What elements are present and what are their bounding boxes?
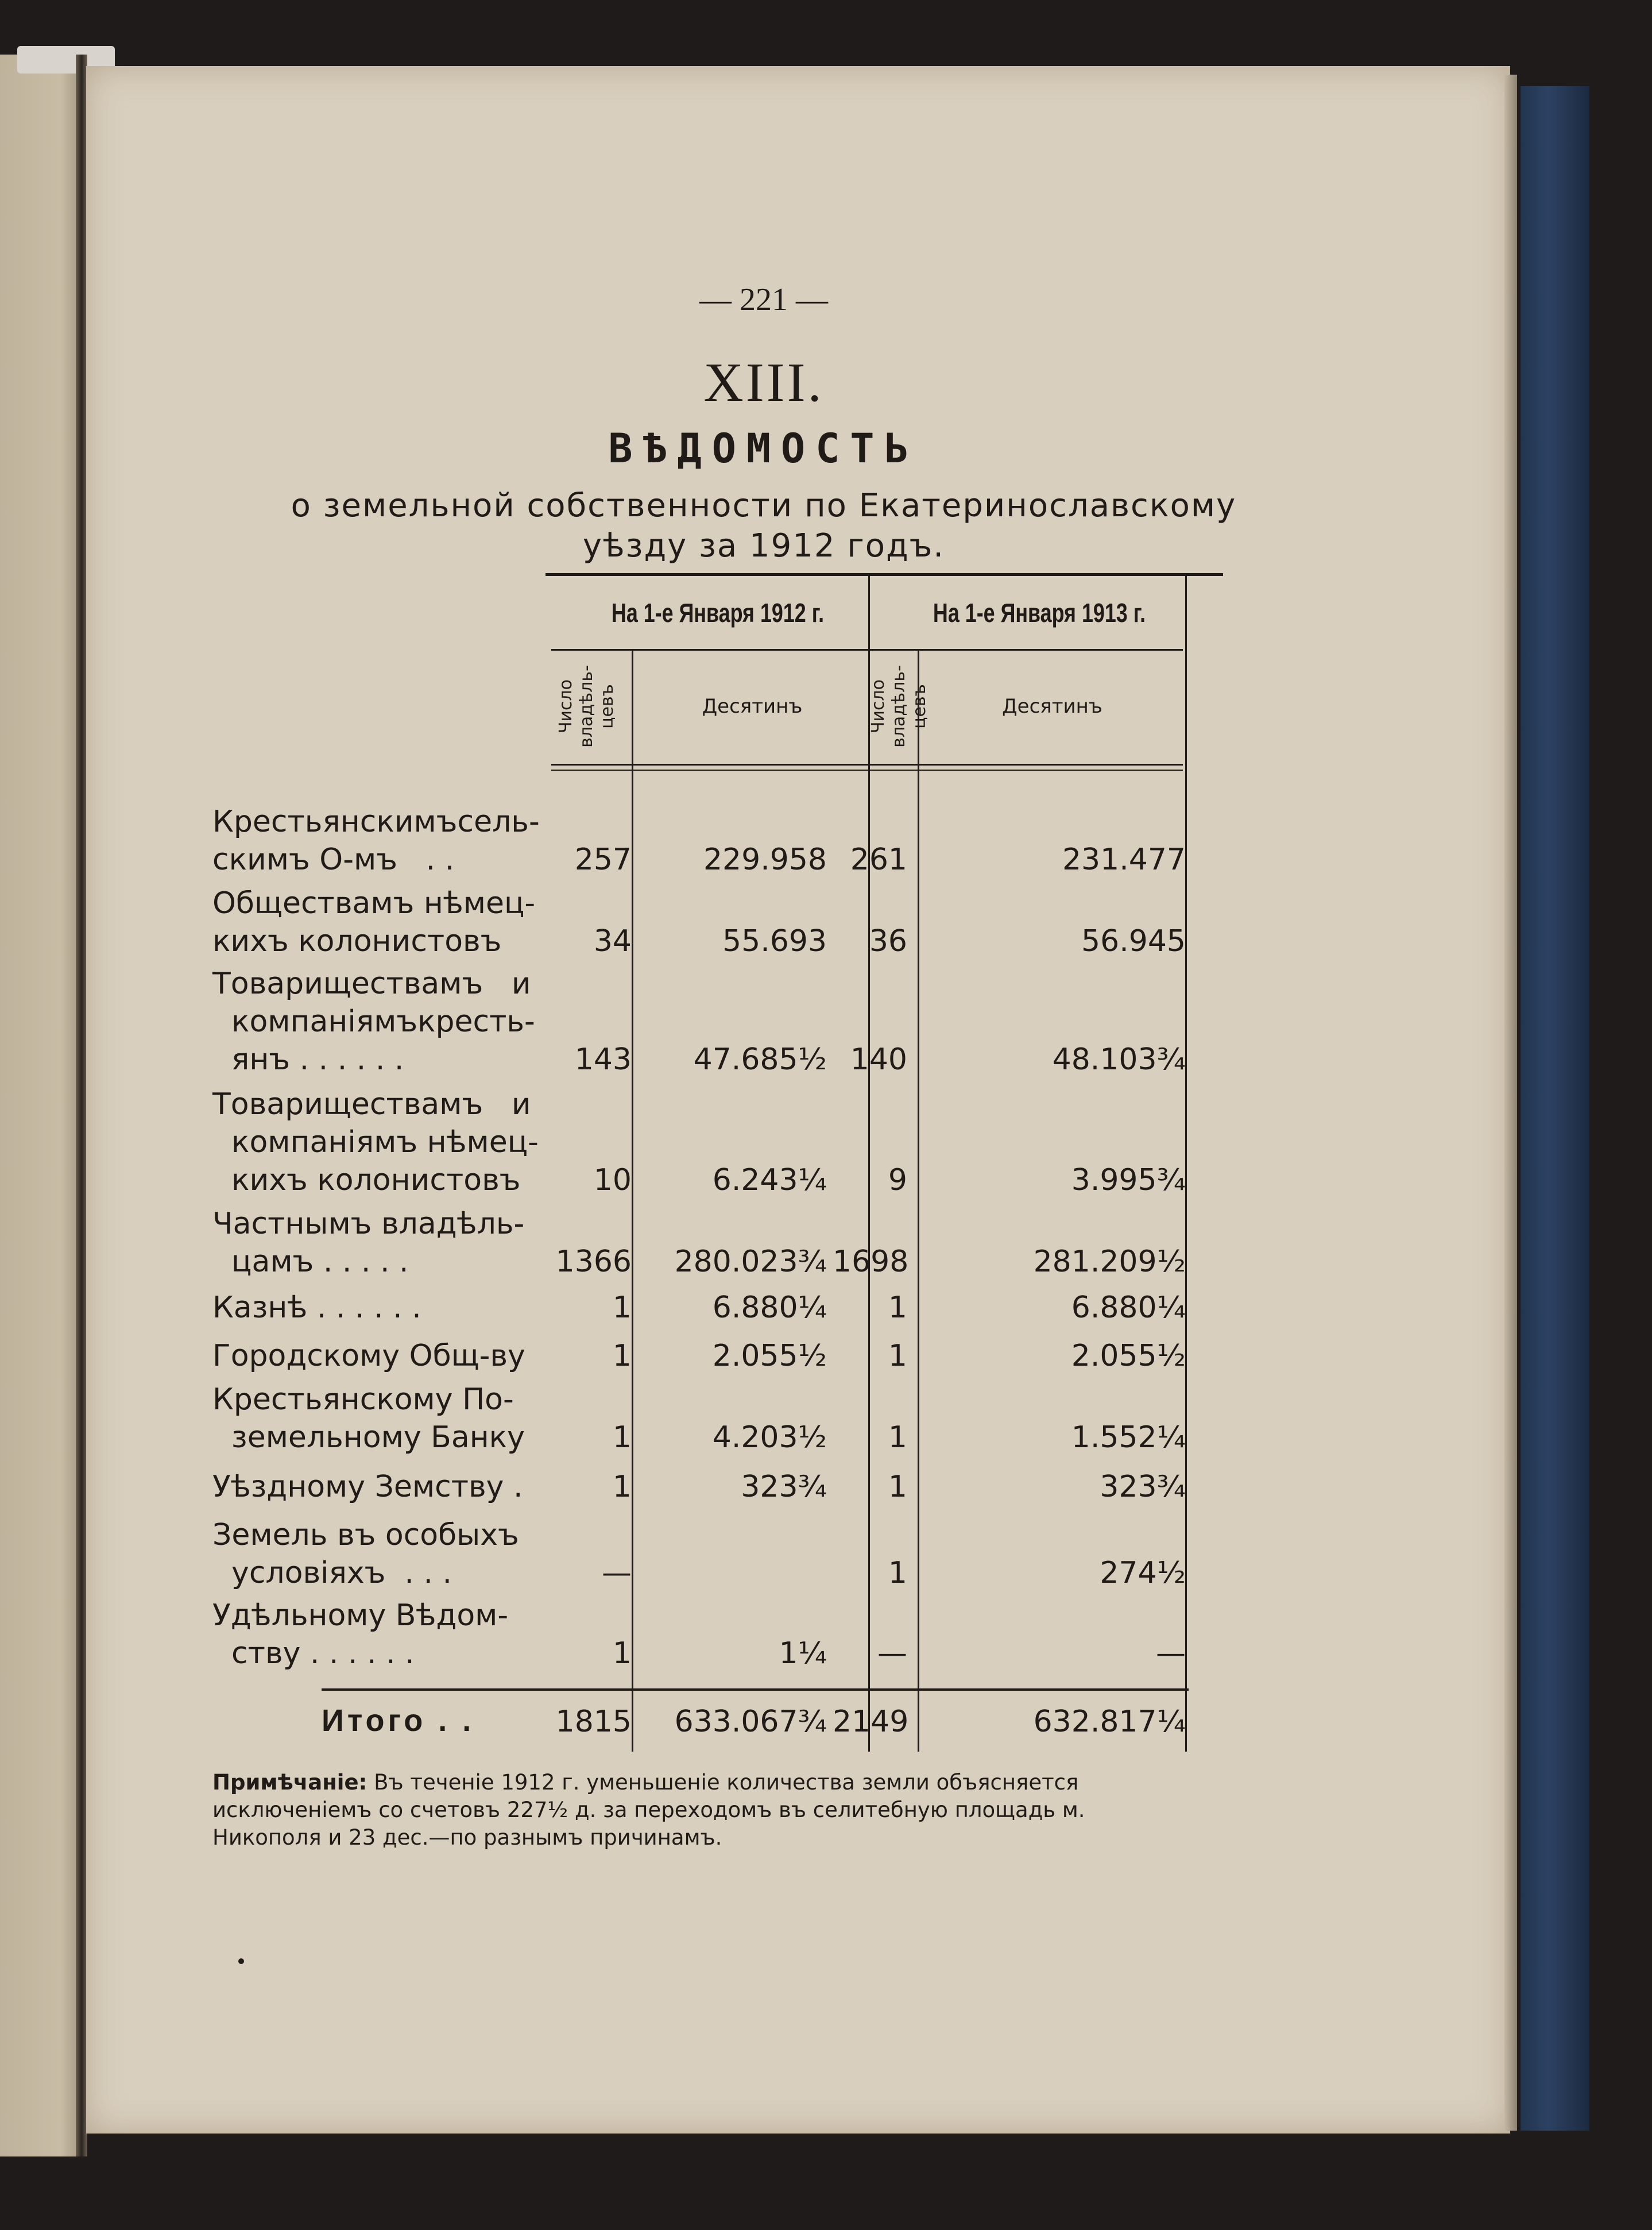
row-label: Удѣльному Вѣдом- ству . . . . . . xyxy=(212,1598,509,1671)
book-cover xyxy=(1521,86,1589,2131)
owners-1912: 10 xyxy=(593,1163,632,1197)
owners-1912: 1 xyxy=(612,1420,632,1455)
ink-dot xyxy=(238,1958,244,1964)
owners-1912: 1 xyxy=(612,1290,632,1325)
area-1913: 231.477 xyxy=(1062,842,1186,877)
owners-1913: 1 xyxy=(888,1339,907,1373)
area-1913: 2.055½ xyxy=(1071,1339,1186,1373)
area-1912: 280.023¾ xyxy=(674,1245,827,1279)
total-area-1912: 633.067¾ xyxy=(674,1705,827,1739)
area-1912: 55.693 xyxy=(722,924,827,959)
owners-1912: — xyxy=(602,1556,632,1590)
owners-1913: 1 xyxy=(888,1556,907,1590)
area-1913: 274½ xyxy=(1100,1556,1186,1590)
owners-1913: 9 xyxy=(888,1163,907,1197)
owners-1912: 143 xyxy=(574,1042,632,1077)
left-page-edge xyxy=(0,55,86,2156)
total-area-1913: 632.817¼ xyxy=(1033,1705,1186,1739)
footnote xyxy=(212,1769,1189,1852)
total-label: Итого . . xyxy=(322,1703,475,1738)
area-1913: 1.552¼ xyxy=(1071,1420,1186,1455)
owners-1912: 1 xyxy=(612,1636,632,1671)
book-gutter xyxy=(76,55,87,2156)
owners-header-1912: Число владѣль- цевъ xyxy=(556,665,617,748)
owners-1913: 261 xyxy=(850,842,907,877)
owners-1913: 1698 xyxy=(833,1245,909,1279)
row-label: Товариществамъ и компаніямъ нѣмец- кихъ колонистовъ xyxy=(212,1087,539,1197)
area-1913: 3.995¾ xyxy=(1071,1163,1186,1197)
area-1913: 6.880¼ xyxy=(1071,1290,1186,1325)
table-top-rule xyxy=(545,573,1223,576)
owners-1913: — xyxy=(877,1636,907,1671)
page-number: — 221 — xyxy=(699,282,828,318)
owners-header-1913: Число владѣль- цевъ xyxy=(868,665,930,748)
section-number: XIII. xyxy=(703,351,824,413)
row-label: Товариществамъ и компаніямъкресть- янъ . . . . . . xyxy=(212,967,535,1077)
area-1912: 323¾ xyxy=(741,1470,827,1504)
page-stack-edge xyxy=(1504,75,1517,2131)
row-label: Частнымъ владѣль- цамъ . . . . . xyxy=(212,1207,525,1279)
footnote-prefix: Примѣчаніе: xyxy=(212,1770,367,1795)
row-label: Обществамъ нѣмец- кихъ колонистовъ xyxy=(212,886,536,959)
area-1912: 6.243¼ xyxy=(712,1163,827,1197)
header-divider xyxy=(551,649,1183,651)
header-bottom-rule-2 xyxy=(551,770,1183,771)
area-1912: 47.685½ xyxy=(693,1042,827,1077)
owners-1912: 34 xyxy=(593,924,632,959)
owners-1913: 36 xyxy=(869,924,907,959)
footnote-text: Въ теченіе 1912 г. уменьшеніе количества земли объясняется исключеніемъ со счетовъ 227½ д. за переходомъ въ селитебную площадь м. Никополя и 23 дес.—по разнымъ причинамъ. xyxy=(212,1770,1085,1850)
area-1913: — xyxy=(1156,1636,1186,1671)
owners-1913: 1 xyxy=(888,1470,907,1504)
area-header-1912: Десятинъ xyxy=(702,695,803,718)
row-label: Уѣздному Земству . xyxy=(212,1470,523,1504)
owners-1912: 257 xyxy=(574,842,632,877)
row-label: Крестьянскимъсель- скимъ О-мъ . . xyxy=(212,805,540,877)
year-1913-header: На 1-е Января 1913 г. xyxy=(933,598,1146,628)
row-label: Казнѣ . . . . . . xyxy=(212,1290,421,1325)
row-label: Городскому Общ-ву xyxy=(212,1339,525,1373)
area-1912: 229.958 xyxy=(703,842,827,877)
total-owners-1913: 2149 xyxy=(833,1705,909,1739)
area-1912: 2.055½ xyxy=(712,1339,827,1373)
row-label: Крестьянскому По- земельному Банку xyxy=(212,1382,525,1455)
owners-1913: 1 xyxy=(888,1290,907,1325)
owners-1912: 1 xyxy=(612,1339,632,1373)
area-1912: 1¼ xyxy=(779,1636,827,1671)
subtitle-line-2: уѣзду за 1912 годъ. xyxy=(582,527,945,565)
owners-1912: 1366 xyxy=(555,1245,632,1279)
area-1913: 56.945 xyxy=(1081,924,1186,959)
subtitle-line-1: о земельной собственности по Екатеринославскому xyxy=(291,487,1237,524)
year-1912-header: На 1-е Января 1912 г. xyxy=(611,598,825,628)
area-header-1913: Десятинъ xyxy=(1002,695,1102,718)
area-1913: 323¾ xyxy=(1100,1470,1186,1504)
row-label: Земель въ особыхъ условіяхъ . . . xyxy=(212,1518,519,1590)
owners-1912: 1 xyxy=(612,1470,632,1504)
page-title: ВѢДОМОСТЬ xyxy=(608,425,919,472)
owners-1913: 140 xyxy=(850,1042,907,1077)
area-1913: 281.209½ xyxy=(1033,1245,1186,1279)
total-owners-1912: 1815 xyxy=(555,1705,632,1739)
area-1913: 48.103¾ xyxy=(1052,1042,1186,1077)
header-bottom-rule xyxy=(551,764,1183,766)
owners-1913: 1 xyxy=(888,1420,907,1455)
area-1912: 4.203½ xyxy=(712,1420,827,1455)
total-rule xyxy=(322,1688,1189,1691)
area-1912: 6.880¼ xyxy=(712,1290,827,1325)
col-divider-1 xyxy=(632,649,633,1752)
